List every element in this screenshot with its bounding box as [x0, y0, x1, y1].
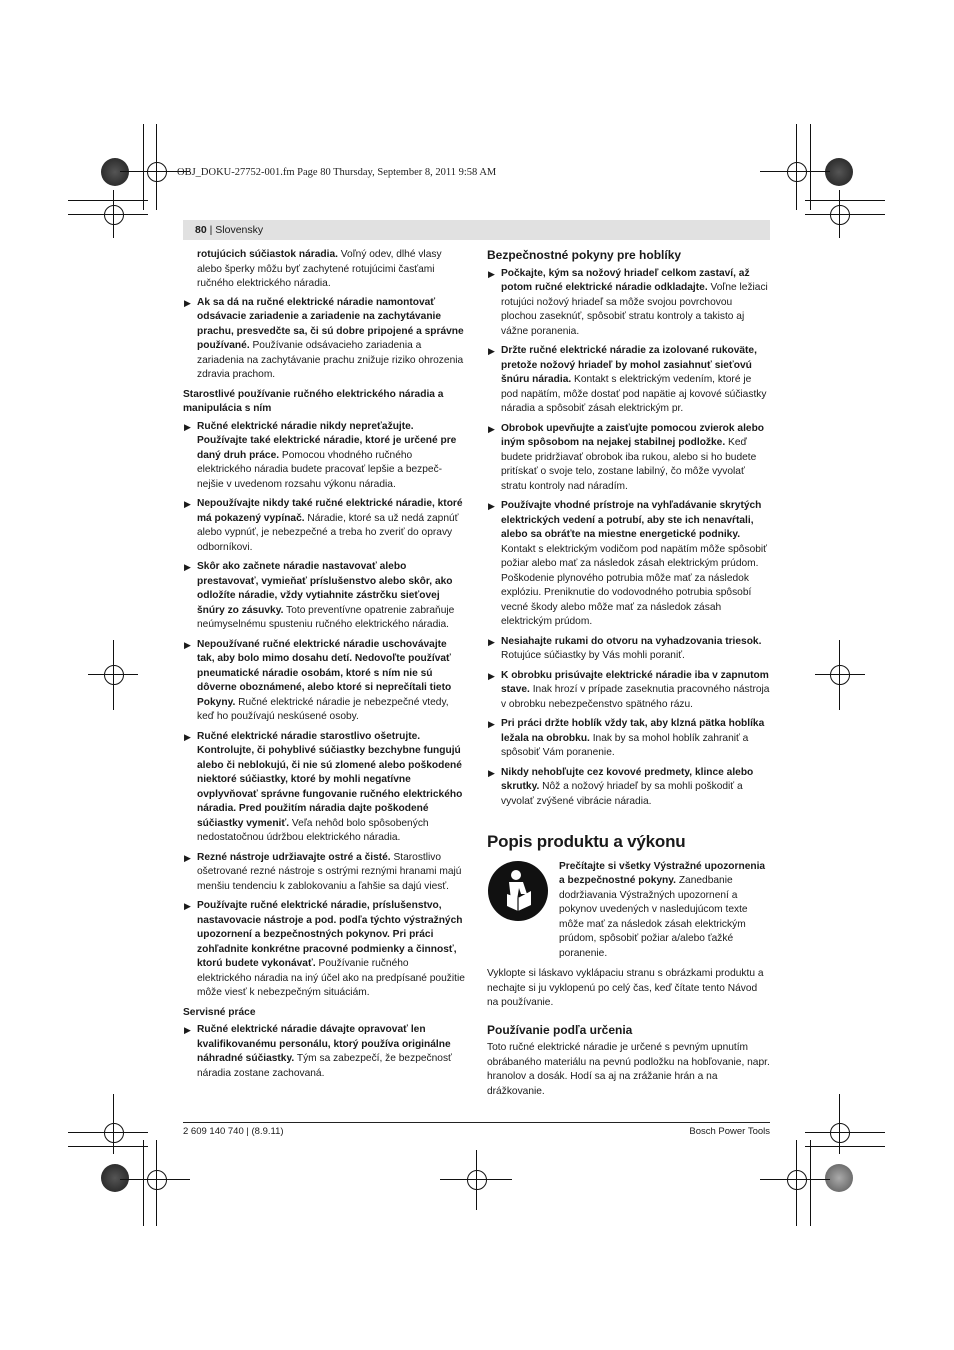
warning-block [487, 860, 770, 962]
bullet-arrow-icon: ▶ [488, 423, 495, 434]
list-item: ▶ Počkajte, kým sa nožový hriadeľ celkom zastaví, až potom ručné elektrické náradie odkladajte. Voľne ležiaci rotujúci nožový hriadeľ sa môže svojou povrchovou plochou zaseknúť, spôsobiť stratu kontroly a takisto aj vážne poranenia. [488, 267, 768, 337]
registration-target-icon [147, 162, 167, 182]
bullet-arrow-icon: ▶ [184, 639, 191, 650]
section-title: Bezpečnostné pokyny pre hoblíky [487, 248, 682, 262]
list-item: ▶ Ručné elektrické náradie starostlivo ošetrujte. Kontrolujte, či pohyblivé súčiastky bezchybne fungujú alebo či neblokujú, či nie sú zlomené alebo poškodené niektoré súčiastky, ktoré by mohli negatívne ovplyvňovať správne fungovanie ručného elektrického náradia. Pred použitím náradia dajte poškodené súčiastky vymeniť. Veľa nehôd bolo spôsobených nedostatočnou údržbou elektrického náradia. [184, 730, 463, 843]
bullet-arrow-icon: ▶ [184, 562, 191, 572]
footer-left: 2 609 140 740 | (8.9.11) [183, 1126, 284, 1137]
registration-target-icon [147, 1170, 167, 1190]
bullet-arrow-icon: ▶ [184, 297, 191, 308]
bullet-arrow-icon: ▶ [184, 421, 191, 432]
list-item: ▶ Obrobok upevňujte a zaisťujte pomocou zvierok alebo iným spôsobom na nejakej stabilnej podložke. Keď budete pridržiavať obrobok iba rukou, alebo si ho budete pritískať o svoje telo, zostane labilný, čo môže vyvolať stratu kontroly nad náradím. [488, 422, 765, 492]
page-number: 80 [195, 224, 207, 236]
bullet-arrow-icon: ▶ [184, 852, 191, 863]
bullet-arrow-icon: ▶ [488, 670, 495, 681]
registration-dot-icon [825, 1164, 853, 1192]
left-column [183, 248, 465, 1086]
bullet-arrow-icon: ▶ [488, 346, 495, 356]
list-item: ▶ Rezné nástroje udržiavajte ostré a čisté. Starostlivo ošetrované rezné nástroje s ostrými reznými hranami majú menšiu tendenciu k zablokovaniu a ľahšie sa dajú viesť. [184, 851, 462, 892]
list-item: ▶ Ak sa dá na ručné elektrické náradie namontovať odsávacie zariadenie a zariadenie na zachytávanie prachu, presvedčte sa, či sú dobre pripojené a správne používané. Používanie odsávacieho zariadenia a zariadenia na zachytávanie prachu znižuje riziko ohrozenia zdravia prachom. [184, 296, 464, 380]
footer-rule [183, 1122, 770, 1123]
registration-target-icon [104, 665, 124, 685]
list-item: ▶ K obrobku prisúvajte elektrické náradie iba v zapnutom stave. Inak hrozí v prípade zaseknutia pracovného nástroja v obrobku nebezpečenstvo spätného rázu. [488, 669, 770, 710]
bullet-arrow-icon: ▶ [488, 636, 495, 647]
bullet-arrow-icon: ▶ [488, 767, 495, 778]
file-info: OBJ_DOKU-27752-001.fm Page 80 Thursday, September 8, 2011 9:58 AM [177, 167, 497, 178]
page-header [183, 220, 770, 240]
registration-target-icon [830, 1123, 850, 1143]
header-language: Slovensky [215, 224, 264, 236]
list-item: ▶ Používajte ručné elektrické náradie, príslušenstvo, nastavovacie nástroje a pod. podľa týchto výstražných upozornení a bezpečnostných pokynov. Pri práci zohľadnite konkrétne pracovné podmienky a činnosť, ktorú budete vykonávať. Používanie ručného elektrického náradia na iný účel ako na predpísané použitie môže viesť k nebezpečným situáciám. [184, 900, 465, 998]
fold-instruction: Vyklopte si láskavo vyklápaciu stranu s obrázkami produktu a nechajte si ju vyklopenú po celý čas, keď čítate tento Návod na používanie. [487, 968, 764, 1008]
registration-target-icon [104, 1123, 124, 1143]
bullet-arrow-icon: ▶ [184, 499, 191, 509]
registration-dot-icon [101, 1164, 129, 1192]
bullet-arrow-icon: ▶ [184, 1025, 191, 1035]
registration-target-icon [467, 1170, 487, 1190]
usage-title: Používanie podľa určenia [487, 1022, 633, 1037]
registration-target-icon [104, 205, 124, 225]
registration-target-icon [830, 665, 850, 685]
bullet-arrow-icon: ▶ [488, 501, 495, 511]
list-item: ▶ Nepoužívajte nikdy také ručné elektrické náradie, ktoré má pokazený vypínač. Náradie, ktoré sa už nedá zapnúť alebo vypnúť, je nebezpečné a treba ho zveriť do opravy odborníkovi. [184, 498, 463, 553]
list-item: ▶ Pri práci držte hoblík vždy tak, aby klzná pätka hoblíka ležala na obrobku. Inak by sa mohol hoblík zahraniť a spôsobiť Vám poranenie. [488, 718, 765, 758]
registration-target-icon [787, 162, 807, 182]
list-item: ▶ Nikdy nehobľujte cez kovové predmety, klince alebo skrutky. Nôž a nožový hriadeľ by sa mohli poškodiť a vyvolať zvýšené vibrácie náradia. [488, 766, 754, 807]
list-item: ▶ Držte ručné elektrické náradie za izolované rukoväte, pretože nožový hriadeľ by mohol zasiahnuť sieťovú šnúru náradia. Kontakt s elektrickým vedením, ktoré je pod napätím, môže dostať pod napätie aj kovové súčiastky náradia a spôsobiť zásah elektrickým pr. [488, 345, 767, 414]
footer-right: Bosch Power Tools [689, 1126, 770, 1137]
registration-dot-icon [825, 158, 853, 186]
list-item: ▶ Skôr ako začnete náradie nastavovať alebo prestavovať, vymieňať príslušenstvo alebo skôr, ako odložíte náradie, vždy vytiahnite zástrčku sieťovej šnúry zo zásuvky. Toto preventívne opatrenie zabraňuje neúmyselnému spusteniu ručného elektrického náradia. [184, 561, 455, 630]
list-item: ▶ Nesiahajte rukami do otvoru na vyhadzovania triesok. Rotujúce súčiastky by Vás mohli poraniť. [488, 635, 762, 661]
section-heading: Servisné práce [183, 1006, 256, 1018]
page-heading: Popis produktu a výkonu [487, 832, 686, 851]
registration-dot-icon [101, 158, 129, 186]
right-column [487, 248, 770, 1103]
section-heading: Starostlivé používanie ručného elektrického náradia a manipulácia s ním [183, 388, 444, 414]
usage-text: Toto ručné elektrické náradie je určené s pevným upnutím obrábaného materiálu na pevnú podložku na hobľovanie, napr. hranolov a dosák. Hodí sa aj na zrážanie hrán a na drážkovanie. [487, 1042, 770, 1097]
read-manual-icon [487, 860, 549, 922]
bullet-arrow-icon: ▶ [488, 268, 495, 279]
bullet-arrow-icon: ▶ [184, 901, 191, 911]
list-item: ▶ Používajte vhodné prístroje na vyhľadávanie skrytých elektrických vedení a potrubí, aby ste ich nenavŕtali, alebo sa obráťte na miestne energetické podniky. Kontakt s elektrickým vodičom pod napätím môže spôsobiť požiar alebo mať za následok zásah elektrickým prúdom. Poškodenie plynového potrubia môže mať za následok explóziu. Preniknutie do vodovodného potrubia spôsobí vecné škody alebo môže mať za následok zásah elektrickým prúdom. [488, 500, 767, 627]
list-item: ▶ Ručné elektrické náradie dávajte opravovať len kvalifikovanému personálu, ktorý používa originálne náhradné súčiastky. Tým sa zabezpečí, že bezpečnosť náradia zostane zachovaná. [184, 1024, 452, 1079]
intro-paragraph: rotujúcich súčiastok náradia. Voľný odev, dlhé vlasy alebo šperky môžu byť zachytené rotujúcimi časťami ručného elektrického náradia. [197, 249, 442, 289]
registration-target-icon [830, 205, 850, 225]
list-item: ▶ Ručné elektrické náradie nikdy nepreťažujte. Používajte také elektrické náradie, ktoré je určené pre daný druh práce. Pomocou vhodného ručného elektrického náradia budete pracovať lepšie a bezpeč-nejšie v uvedenom rozsahu výkonu náradia. [184, 420, 457, 490]
warning-text: Prečítajte si všetky Výstražné upozornenia a bezpečnostné pokyny. Zanedbanie dodržiavania Výstražných upozornení a pokynov uvedených v nasledujúcom texte môže mať za následok zásah elektrickým prúdom, spôsobiť požiar a/alebo ťažké poranenie. [559, 860, 766, 959]
registration-target-icon [787, 1170, 807, 1190]
header-separator: | [209, 224, 213, 236]
bullet-arrow-icon: ▶ [184, 731, 191, 742]
list-item: ▶ Nepoužívané ručné elektrické náradie uschovávajte tak, aby bolo mimo dosahu detí. Nedovoľte používať pneumatické náradie osobám, ktoré s ním nie sú dôverne oboznámené, alebo ktoré si neprečítali tieto Pokyny. Ručné elektrické náradie je nebezpečné vtedy, keď ho používajú neskúsené osoby. [184, 638, 452, 722]
bullet-arrow-icon: ▶ [488, 719, 495, 729]
